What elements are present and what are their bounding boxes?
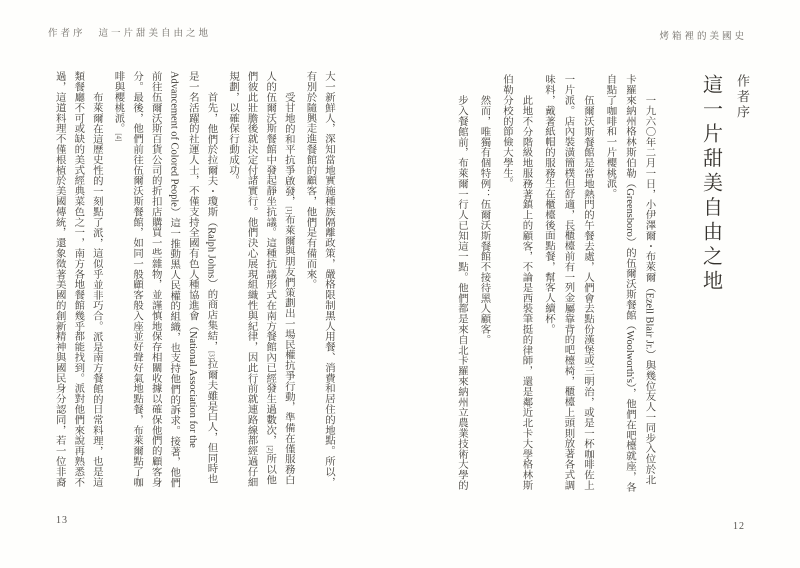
text-segment: 拉爾夫雖是白人，但同時也是一名活躍的社運人士，不僅支持全國有色人種協進會（National Association for the Advancement of Colored People）這一推動黑人民權的組織，也支持他們的訴求。接著，他們前往伍爾沃斯百貨公司的折扣店購買一些雜物，並謹慎地保存相關收據以確保他們的顧客身分。最後，他們前往伍爾沃斯餐館，如同一般顧客般入座並好聲好氣地點餐，布萊爾點了咖啡與櫻桃派。 (112, 71, 217, 488)
footnote-marker: [4] (114, 133, 122, 142)
preface-label: 作者序 (735, 74, 750, 121)
text-segment: 布萊爾在這歷史性的一刻點了派，這似乎並非巧合。派是南方餐館的日常料理，也是這類餐廳不可或缺的美式經典菜色之一，南方各地餐館幾乎都能找到。派對他們來說再熟悉不過，這道料理不僅根植於美國傳統，還象徵著美國的創新精神與國民身分認同，若一位非裔 (53, 71, 102, 487)
text-segment: 首先，他們於拉爾夫・瓊斯（Ralph Johns）的商店集結， (205, 91, 217, 351)
text-segment: 此地不分階級地服務著鎮上的顧客，不論是西裝筆挺的律師，還是鄰近北卡大學格林斯伯勒分校的節儉大學生。 (501, 74, 532, 490)
text-segment: 步入餐館前，布萊爾一行人已知這一點。他們都是來自北卡羅來納州立農業技術大學的 (456, 94, 467, 490)
paragraph (49, 71, 105, 491)
paragraph (600, 74, 659, 494)
text-segment: 所以他們彼此壯膽後就決定付諸實行。他們決心展現組織性與紀律，因此行前就連路線都經過仔細規劃，以確保行動成功。 (227, 71, 276, 487)
chapter-title: 這一片甜美自由之地 (699, 74, 722, 295)
text-segment: 伍爾沃斯餐館是當地熱門的午餐去處，人們會去點份漢堡或三明治，或是一杯咖啡佐上一片派。店內裝潢簡樸但舒適，長櫃檯前有一列金屬靠背的吧檯椅，櫃檯上頭則放著各式調味料，戴著紙帽的服務生在櫃檯後面點餐，幫客人續杯。 (543, 74, 593, 490)
footnote-marker: [3] (207, 350, 215, 359)
text-segment: 一九六〇年二月一日，小伊澤爾・布萊爾（Ezell Blair Jr.）與幾位友人一同步入位於北卡羅來納州格林斯伯勒（Greensboro）的伍爾沃斯餐館（Woolworth's），他們在吧檯就座，各自點了咖啡和一片櫻桃派。 (604, 74, 655, 493)
page-number-right: 12 (733, 521, 745, 532)
text-segment: 然而，唯獨有個特例：伍爾沃斯餐館不接待黑人顧客。 (478, 94, 490, 345)
left-page-text-block (45, 71, 337, 491)
page-number-left: 13 (56, 515, 68, 526)
paragraph (539, 74, 598, 494)
paragraph (108, 71, 220, 491)
footnote-marker: [1] (284, 206, 292, 215)
paragraph (474, 74, 494, 494)
right-page-text-block (430, 74, 752, 494)
text-segment: 受甘地的和平抗爭啟發， (282, 91, 294, 207)
footnote-marker: [2] (266, 445, 274, 454)
paragraph (300, 71, 337, 491)
paragraph (452, 74, 472, 494)
page-right (400, 0, 800, 568)
running-head-left (48, 25, 211, 39)
text-segment: 大一新鮮人，深知當地實施種族隔離政策，嚴格限制黑人用餐、消費和居住的地點。所以，有別於隨興走進餐館的顧客，他們是有備而來。 (304, 71, 334, 487)
paragraph (497, 74, 536, 494)
text-segment: 布萊爾與朋友們策劃出一場民權抗爭行動，準備在僅服務白人的伍爾沃斯餐館中發起靜坐抗議。這種抗議形式在南方餐館內已經發生過數次， (264, 71, 294, 485)
running-head-section-label: 作者序 (48, 29, 86, 39)
running-head-chapter-title: 這一片甜美自由之地 (98, 29, 212, 39)
running-head-right: 烤箱裡的美國史 (659, 32, 747, 42)
paragraph (222, 71, 296, 491)
